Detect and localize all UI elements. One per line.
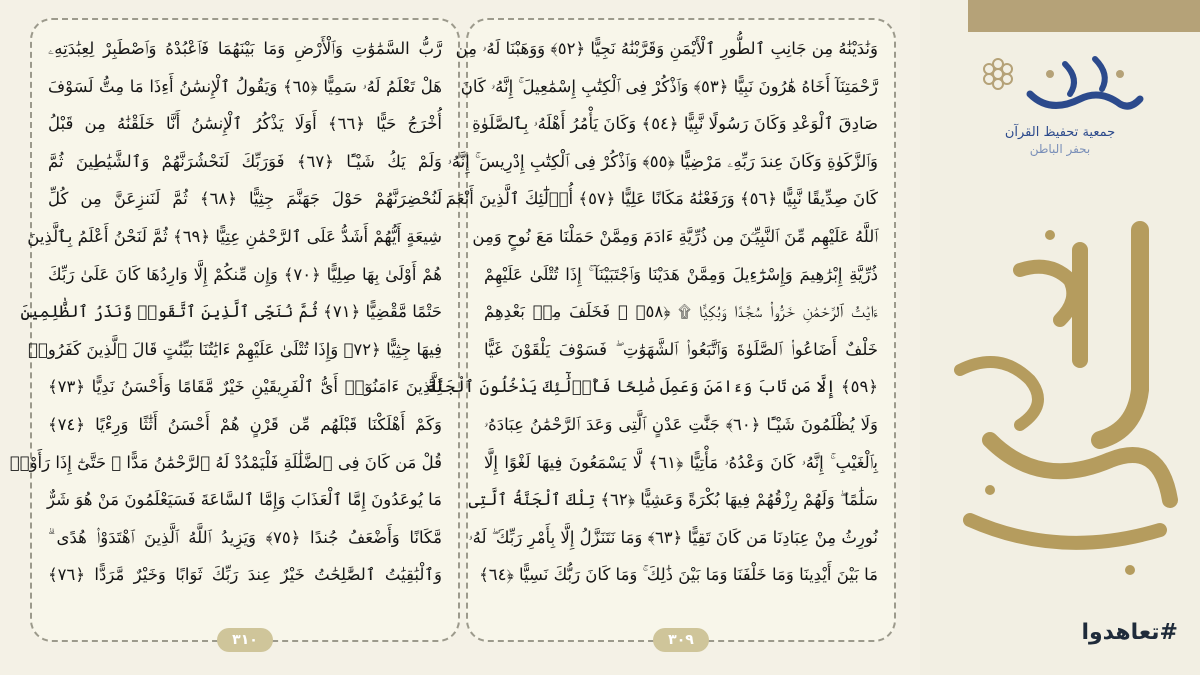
mushaf-page-310 <box>9 18 460 648</box>
organization-name <box>975 124 1145 158</box>
verse-line: مَا بَيْنَ أَيْدِينَا وَمَا خَلْفَنَا وَمَا بَيْنَ ذَٰلِكَ ۚ وَمَا كَانَ رَبُّكَ نَسِيًّا ﴿٦٤﴾ <box>479 565 878 585</box>
logo-emblem-icon <box>970 44 1150 124</box>
verse-line: هَلْ تَعْلَمُ لَهُۥ سَمِيًّا ﴿٦٥﴾ وَيَقُولُ ٱلْإِنسَٰنُ أَءِذَا مَا مِتُّ لَسَوْفَ <box>48 76 442 96</box>
verse-line: سَلَٰمًا ۖ وَلَهُمْ رِزْقُهُمْ فِيهَا بُكْرَةً وَعَشِيًّا ﴿٦٢﴾ تِلْكَ ٱلْجَنَّةُ ٱلَّتِى <box>468 490 878 510</box>
hashtag-label: #تعاهدوا <box>1081 620 1178 645</box>
verse-line: نُورِثُ مِنْ عِبَادِنَا مَن كَانَ تَقِيًّا ﴿٦٣﴾ وَمَا نَتَنَزَّلُ إِلَّا بِأَمْرِ رَبِّكَ ۖ لَهُۥ <box>468 527 878 547</box>
gold-header-bar <box>968 0 1200 32</box>
verse-line: وَٱلزَّكَوٰةِ وَكَانَ عِندَ رَبِّهِۦ مَرْضِيًّا ﴿٥٥﴾ وَٱذْكُرْ فِى ٱلْكِتَٰبِ إِدْرِيسَ ۚ إِنَّهُۥ <box>447 151 878 171</box>
page-number-badge: ٣٠٩ <box>653 628 709 652</box>
verse-line: ذُرِّيَّةِ إِبْرَٰهِيمَ وَإِسْرَٰٓءِيلَ وَمِمَّنْ هَدَيْنَا وَٱجْتَبَيْنَآ ۚ إِذَا تُتْلَىٰ عَلَيْهِمْ <box>484 264 878 284</box>
verse-line: وَكَمْ أَهْلَكْنَا قَبْلَهُم مِّن قَرْنٍ هُمْ أَحْسَنُ أَثَٰثًا وَرِءْيًا ﴿٧٤﴾ <box>48 414 442 434</box>
verse-line: لَنُحْضِرَنَّهُمْ حَوْلَ جَهَنَّمَ جِثِيًّا ﴿٦٨﴾ ثُمَّ لَنَنزِعَنَّ مِن كُلِّ <box>48 189 443 209</box>
verse-line: لِلَّذِينَ ءَامَنُوٓا۟ أَىُّ ٱلْفَرِيقَيْنِ خَيْرٌ مَّقَامًا وَأَحْسَنُ نَدِيًّا ﴿٧٣﴾ <box>48 377 442 397</box>
verse-line: رَّبُّ السَّمَٰوَٰتِ وَٱلْأَرْضِ وَمَا بَيْنَهُمَا فَٱعْبُدْهُ وَٱصْطَبِرْ لِعِبَٰدَتِهِۦ <box>48 39 442 58</box>
org-name-line1: جمعية تحفيظ القرآن <box>1004 125 1116 140</box>
org-name-line2: بحفر الباطن <box>1029 142 1091 156</box>
verse-line: وَنَٰدَيْنَٰهُ مِن جَانِبِ ٱلطُّورِ ٱلْأَيْمَنِ وَقَرَّبْنَٰهُ نَجِيًّا ﴿٥٢﴾ وَوَهَبْنَا لَهُۥ مِن <box>455 39 878 58</box>
page-number-badge: ٣١٠ <box>217 628 273 652</box>
verse-line: رَّحْمَتِنَآ أَخَاهُ هَٰرُونَ نَبِيًّا ﴿٥٣﴾ وَٱذْكُرْ فِى ٱلْكِتَٰبِ إِسْمَٰعِيلَ ۚ إِنَّهُۥ كَانَ <box>460 76 878 96</box>
verse-line: صَادِقَ ٱلْوَعْدِ وَكَانَ رَسُولًا نَّبِيًّا ﴿٥٤﴾ وَكَانَ يَأْمُرُ أَهْلَهُۥ بِٱلصَّلَوٰةِ <box>472 114 878 134</box>
verse-line: وَٱلْبَٰقِيَٰتُ ٱلصَّٰلِحَٰتُ خَيْرٌ عِندَ رَبِّكَ ثَوَابًا وَخَيْرٌ مَّرَدًّا ﴿٧٦﴾ <box>48 565 442 585</box>
verse-line: ءَايَٰتُ ٱلرَّحْمَٰنِ خَرُّوا۟ سُجَّدًا وَبُكِيًّا ۩ ﴿٥٨﴾ ۞ فَخَلَفَ مِنۢ بَعْدِهِمْ <box>484 302 879 322</box>
mushaf-page-309 <box>425 18 896 648</box>
verse-line: شِيعَةٍ أَيُّهُمْ أَشَدُّ عَلَى ٱلرَّحْمَٰنِ عِتِيًّا ﴿٦٩﴾ ثُمَّ لَنَحْنُ أَعْلَمُ بِٱلَّذِينَ <box>27 226 442 246</box>
calligraphy-icon <box>930 190 1190 590</box>
verse-line: حَتْمًا مَّقْضِيًّا ﴿٧١﴾ ثُمَّ نُنَجِّى ٱلَّذِينَ ٱتَّقَوا۟ وَّنَذَرُ ٱلظَّٰلِمِينَ <box>20 302 442 322</box>
page-text-310 <box>9 30 443 594</box>
verse-line: ٱللَّهُ عَلَيْهِم مِّنَ ٱلنَّبِيِّـۧنَ مِن ذُرِّيَّةِ ءَادَمَ وَمِمَّنْ حَمَلْنَا مَعَ نُوحٍ وَمِن <box>472 226 878 246</box>
verse-line: كَانَ صِدِّيقًا نَّبِيًّا ﴿٥٦﴾ وَرَفَعْنَٰهُ مَكَانًا عَلِيًّا ﴿٥٧﴾ أُو۟لَٰٓئِكَ ٱلَّذِينَ أَنْعَمَ <box>445 189 878 209</box>
page-text-309 <box>425 30 879 594</box>
verse-line: مَّكَانًا وَأَضْعَفُ جُندًا ﴿٧٥﴾ وَيَزِيدُ ٱللَّهُ ٱلَّذِينَ ٱهْتَدَوْا۟ هُدًى ۗ <box>48 527 443 547</box>
verse-line: فِيهَا جِثِيًّا ﴿٧٢﴾ وَإِذَا تُتْلَىٰ عَلَيْهِمْ ءَايَٰتُنَا بَيِّنَٰتٍ قَالَ ٱلَّذِينَ كَفَرُوا۟ <box>28 339 442 359</box>
verse-line: وَلَا يُظْلَمُونَ شَيْـًٔا ﴿٦٠﴾ جَنَّٰتِ عَدْنٍ ٱلَّتِى وَعَدَ ٱلرَّحْمَٰنُ عِبَادَهُۥ <box>484 414 878 434</box>
verse-line: ﴿٥٩﴾ إِلَّا مَن تَابَ وَءَامَنَ وَعَمِلَ صَٰلِحًا فَأُو۟لَٰٓئِكَ يَدْخُلُونَ ٱلْجَنَّةَ <box>425 377 878 397</box>
verse-line: قُلْ مَن كَانَ فِى ٱلضَّلَٰلَةِ فَلْيَمْدُدْ لَهُ ٱلرَّحْمَٰنُ مَدًّا ۚ حَتَّىٰٓ إِذَا رَأَوْا۟ <box>9 452 442 472</box>
verse-line: مَا يُوعَدُونَ إِمَّا ٱلْعَذَابَ وَإِمَّا ٱلسَّاعَةَ فَسَيَعْلَمُونَ مَنْ هُوَ شَرٌّ <box>47 490 442 510</box>
calligraphy-artwork <box>930 190 1190 590</box>
verse-line: خَلْفٌ أَضَاعُوا۟ ٱلصَّلَوٰةَ وَٱتَّبَعُوا۟ ٱلشَّهَوَٰتِ ۖ فَسَوْفَ يَلْقَوْنَ غَيًّا <box>484 339 878 359</box>
verse-line: بِٱلْغَيْبِ ۚ إِنَّهُۥ كَانَ وَعْدُهُۥ مَأْتِيًّا ﴿٦١﴾ لَّا يَسْمَعُونَ فِيهَا لَغْوًا إِلَّا <box>484 452 879 472</box>
verse-line: هُمْ أَوْلَىٰ بِهَا صِلِيًّا ﴿٧٠﴾ وَإِن مِّنكُمْ إِلَّا وَارِدُهَا كَانَ عَلَىٰ رَبِّكَ <box>48 264 442 284</box>
verse-line: وَلَمْ يَكُ شَيْـًٔا ﴿٦٧﴾ فَوَرَبِّكَ لَنَحْشُرَنَّهُمْ وَٱلشَّيَٰطِينَ ثُمَّ <box>48 151 442 171</box>
verse-line: أُخْرَجُ حَيًّا ﴿٦٦﴾ أَوَلَا يَذْكُرُ ٱلْإِنسَٰنُ أَنَّا خَلَقْنَٰهُ مِن قَبْلُ <box>48 114 443 134</box>
